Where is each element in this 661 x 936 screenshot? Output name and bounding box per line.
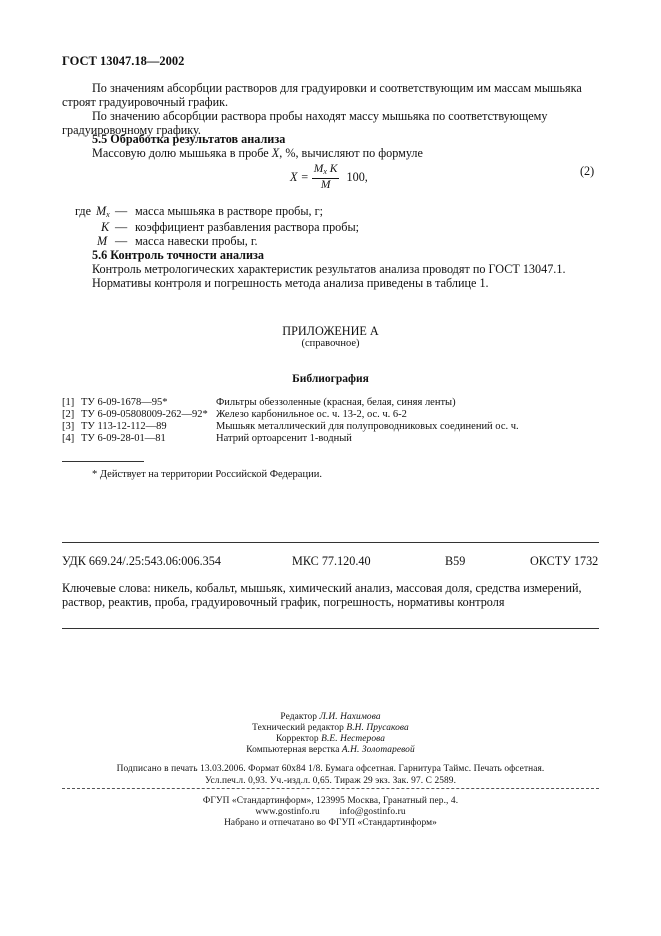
where-sym-k: K	[101, 220, 110, 234]
imprint-divider	[62, 788, 599, 789]
imprint-contacts	[0, 807, 661, 817]
bib-title-2: Железо карбонильное ос. ч. 13-2, ос. ч. 6-2	[216, 409, 407, 420]
bib-title-4: Натрий ортоарсенит 1-водный	[216, 433, 352, 444]
bib-num-4: [4]	[62, 433, 75, 444]
bib-num-2: [2]	[62, 409, 75, 420]
section-5-6-line2: Нормативы контроля и погрешность метода анализа приведены в таблице 1.	[92, 276, 489, 290]
bib-title-3: Мышьяк металлический для полупроводниковых соединений ос. ч.	[216, 421, 519, 432]
imprint-web[interactable]: www.gostinfo.ru	[255, 807, 320, 817]
formula-number: (2)	[580, 164, 595, 178]
bib-code-4: ТУ 6-09-28-01—81	[81, 433, 166, 444]
imprint-email[interactable]: info@gostinfo.ru	[339, 807, 406, 817]
imprint-tech-editor: Технический редактор В.Н. Прусакова	[252, 723, 409, 733]
section-5-5-title: 5.5 Обработка результатов анализа	[92, 132, 286, 146]
keywords-line1: Ключевые слова: никель, кобальт, мышьяк, химический анализ, массовая доля, средства измерений,	[62, 581, 582, 595]
mks: МКС 77.120.40	[292, 554, 371, 568]
class-b: В59	[445, 554, 466, 568]
where-sym-mx: $M_x$	[96, 204, 110, 219]
where-desc-1: масса мышьяка в растворе пробы, г;	[135, 204, 324, 218]
appendix-title: ПРИЛОЖЕНИЕ А	[282, 324, 379, 338]
appendix-subtitle: (справочное)	[301, 338, 360, 349]
bib-num-1: [1]	[62, 397, 75, 408]
imprint-editor: Редактор Л.И. Нахимова	[280, 712, 381, 722]
keywords-bottom-rule	[62, 628, 599, 629]
formula-fraction: $\frac{M_x K}{M}$	[313, 163, 338, 191]
okstu: ОКСТУ 1732	[530, 554, 599, 568]
para1-line1: По значениям абсорбции растворов для градуировки и соответствующим им массам мышьяка	[92, 81, 582, 95]
classification-top-rule	[62, 542, 599, 543]
bibliography-heading: Библиография	[292, 373, 369, 385]
para2-line2: градуировочному графику.	[62, 123, 201, 137]
where-dash-3: —	[115, 234, 128, 248]
where-dash-1: —	[115, 204, 128, 218]
imprint-publisher: ФГУП «Стандартинформ», 123995 Москва, Гранатный пер., 4.	[202, 796, 459, 806]
where-dash-2: —	[115, 220, 128, 234]
bib-title-1: Фильтры обеззоленные (красная, белая, синяя ленты)	[216, 397, 456, 408]
udk: УДК 669.24/.25:543.06:006.354	[62, 554, 221, 568]
keywords-line2: раствор, реактив, проба, градуировочный график, погрешность, нормативы контроля	[62, 595, 505, 609]
formula: X = $\frac{M_x K}{M}$ 100,	[290, 163, 368, 191]
bib-code-1: ТУ 6-09-1678—95*	[81, 397, 168, 408]
bib-num-3: [3]	[62, 421, 75, 432]
section-5-6-title: 5.6 Контроль точности анализа	[92, 248, 265, 262]
para1-line2: строят градуировочный график.	[62, 95, 229, 109]
footnote: * Действует на территории Российской Федерации.	[92, 469, 322, 480]
imprint-printed: Набрано и отпечатано во ФГУП «Стандартинформ»	[224, 818, 437, 828]
imprint-layout: Компьютерная верстка А.Н. Золотаревой	[246, 745, 415, 755]
where-desc-2: коэффициент разбавления раствора пробы;	[135, 220, 360, 234]
imprint-print-line1: Подписано в печать 13.03.2006. Формат 60х84 1/8. Бумага офсетная. Гарнитура Таймс. Печать офсетная.	[116, 764, 545, 774]
footnote-divider	[62, 461, 144, 462]
imprint-corrector: Корректор В.Е. Нестерова	[275, 734, 385, 744]
section-5-6-line1: Контроль метрологических характеристик результатов анализа проводят по ГОСТ 13047.1.	[92, 262, 566, 276]
bib-code-2: ТУ 6-09-05808009-262—92*	[81, 409, 208, 420]
document-header: ГОСТ 13047.18—2002	[62, 54, 185, 68]
where-desc-3: масса навески пробы, г.	[135, 234, 258, 248]
bib-code-3: ТУ 113-12-112—89	[81, 421, 167, 432]
imprint-print-line2: Усл.печ.л. 0,93. Уч.-изд.л. 0,65. Тираж 29 экз. Зак. 97. С 2589.	[204, 776, 457, 786]
where-lead: где	[75, 204, 92, 218]
where-sym-m: M	[97, 234, 108, 248]
para2-line1: По значению абсорбции раствора пробы находят массу мышьяка по соответствующему	[92, 109, 548, 123]
section-5-5-text: Массовую долю мышьяка в пробе X, %, вычисляют по формуле	[92, 146, 423, 160]
